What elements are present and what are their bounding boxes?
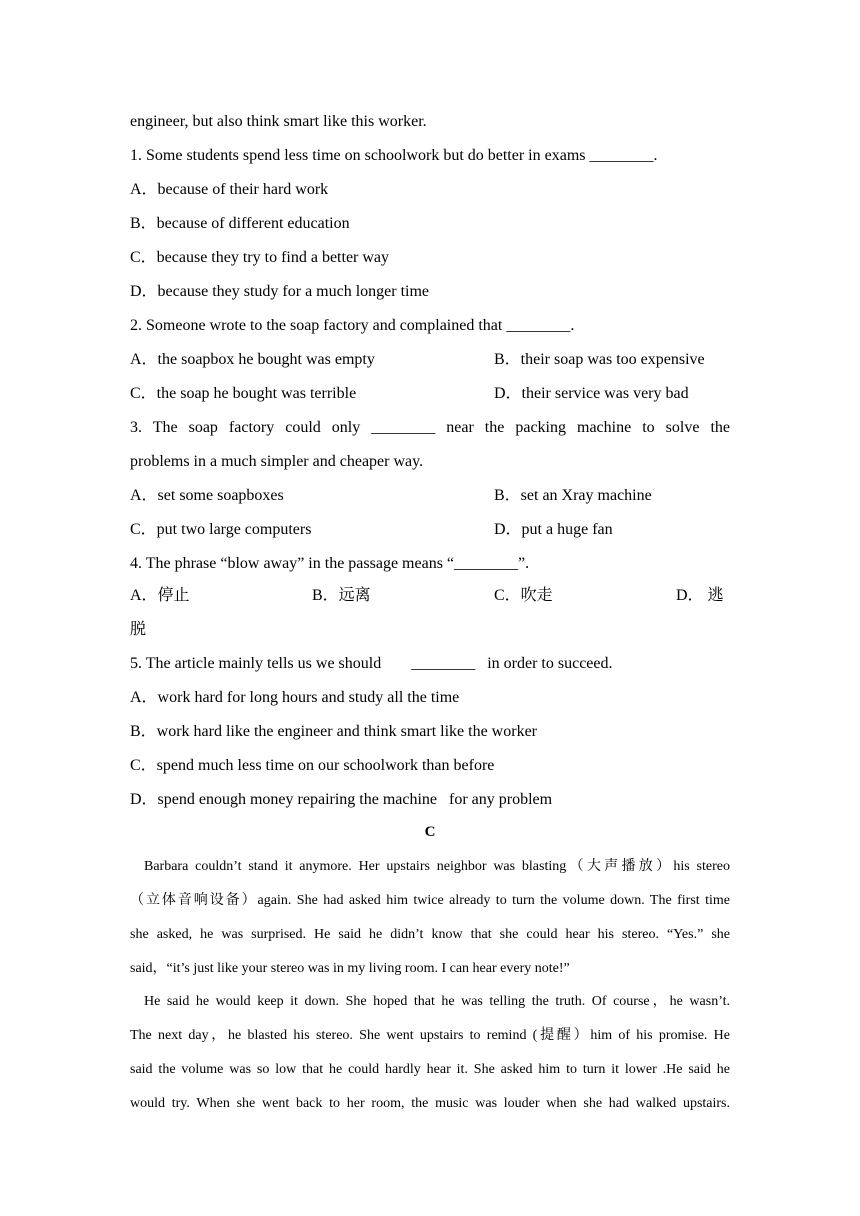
question-5-stem: [130, 654, 730, 674]
q3-option-a: A．set some soapboxes: [130, 487, 284, 504]
q5-option-d: D．spend enough money repairing the machine for any problem: [130, 791, 553, 808]
passage-line-4: said，“it’s just like your stereo was in my living room. I can hear every note!”: [130, 961, 570, 976]
q4-option-a: A．停止: [130, 587, 190, 604]
question-3-stem-line1: 3. The soap factory could only ________ near the packing machine to solve the: [130, 419, 730, 436]
q1-option-a: A．because of their hard work: [130, 181, 329, 198]
q4-option-d: D． 逃: [676, 587, 724, 604]
q2-option-d: D．their service was very bad: [494, 385, 689, 402]
q4-option-b: B．远离: [312, 587, 371, 604]
q2-option-c: C．the soap he bought was terrible: [130, 385, 357, 402]
q1-option-b: B．because of different education: [130, 215, 350, 232]
q1-option-c: C．because they try to find a better way: [130, 249, 390, 266]
passage-line-2: （立体音响设备）again. She had asked him twice already to turn the volume down. The first time: [130, 893, 730, 908]
passage-line-3: she asked, he was surprised. He said he didn’t know that she could hear his stereo. “Yes.” she: [130, 927, 730, 942]
q2-option-a: A．the soapbox he bought was empty: [130, 351, 375, 368]
q4-option-c: C．吹走: [494, 587, 553, 604]
passage-line-5: He said he would keep it down. She hoped that he was telling the truth. Of course，he wasn’t.: [144, 994, 730, 1009]
q3-option-d: D．put a huge fan: [494, 521, 613, 538]
question-3-stem-line2: problems in a much simpler and cheaper way.: [130, 453, 424, 470]
q4-option-d-wrap: 脱: [130, 621, 147, 638]
intro-tail: engineer, but also think smart like this worker.: [130, 113, 427, 130]
section-heading: C: [424, 824, 436, 840]
question-2-stem: 2. Someone wrote to the soap factory and complained that ________.: [130, 317, 575, 334]
q2-option-b: B．their soap was too expensive: [494, 351, 705, 368]
question-4-stem: 4. The phrase “blow away” in the passage means “________”.: [130, 555, 530, 572]
q5-option-a: A．work hard for long hours and study all the time: [130, 689, 460, 706]
passage-line-7: said the volume was so low that he could hardly hear it. She asked him to turn it lower .He said he: [130, 1062, 730, 1077]
q3-option-c: C．put two large computers: [130, 521, 312, 538]
q5-blank: ________: [411, 655, 476, 672]
q1-option-d: D．because they study for a much longer time: [130, 283, 430, 300]
q5-option-c: C．spend much less time on our schoolwork than before: [130, 757, 495, 774]
passage-line-6: The next day，he blasted his stereo. She went upstairs to remind (提醒）him of his promise. He: [130, 1028, 730, 1043]
q5-option-b: B．work hard like the engineer and think smart like the worker: [130, 723, 537, 740]
q5-stem-post: in order to succeed.: [487, 655, 613, 672]
passage-line-8: would try. When she went back to her room, the music was louder when she had walked upstairs.: [130, 1096, 730, 1111]
q3-option-b: B．set an Xray machine: [494, 487, 652, 504]
q5-stem-pre: 5. The article mainly tells us we should: [130, 655, 382, 672]
question-1-stem: 1. Some students spend less time on schoolwork but do better in exams ________.: [130, 147, 658, 164]
passage-line-1: Barbara couldn’t stand it anymore. Her upstairs neighbor was blasting（大声播放）his stereo: [144, 859, 730, 874]
q4-options-row: [130, 586, 730, 608]
